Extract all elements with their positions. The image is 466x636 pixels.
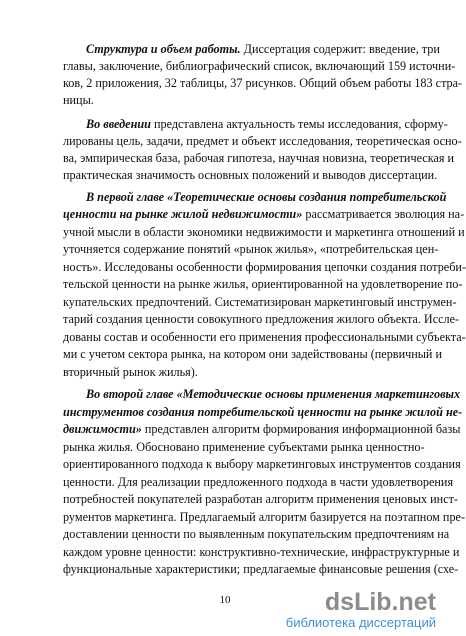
structure-line-1: Структура и объем работы. Диссертация содержит: введение, три [86,42,440,56]
chapter1-line-4: уточняется содержание понятий «рынок жилья», «потребительская цен- [63,242,439,256]
chapter1-line-2: ценности на рынке жилой недвижимости» рассматривается эволюция на- [63,207,465,221]
chapter2-line-10: каждом уровне ценности: конструктивно-технические, инфраструктурные и [63,545,460,559]
chapter1-line-6: тельской ценности на рынке жилья, ориентированной на удовлетворение по- [63,277,463,291]
structure-line-2: главы, заключение, библиографический список, включающий 159 источни- [63,59,456,73]
watermark[interactable] [286,589,436,630]
chapter2-line-7: потребностей покупателей разработан алгоритм применения ценовых инст- [63,492,458,506]
structure-heading: Структура и объем работы. [86,42,241,56]
chapter2-line-4: рынка жилья. Обосновано применение субъектами рынка ценностно- [63,440,425,454]
structure-line-3: ков, 2 приложения, 32 таблицы, 37 рисунков. Общий объем работы 183 стра- [63,76,463,90]
watermark-logo[interactable]: dsLib.net [324,588,436,616]
intro-line-4: практическая значимость основных положений и выводов диссертации. [63,168,438,182]
chapter1-line-11: вторичный рынок жилья). [63,365,198,379]
chapter2-line-8: рументов маркетинга. Предлагаемый алгоритм базируется на поэтапном пре- [63,510,466,524]
intro-line-2: лированы цель, задачи, предмет и объект исследования, теоретическая осно- [63,134,462,148]
chapter2-line-1 [86,386,461,402]
chapter2-line-2: инструментов создания потребительской ценности на рынке жилой не- [63,405,463,419]
chapter1-heading: В первой главе «Теоретические основы создания потребительской [86,190,447,204]
chapter1-line-10: ми с учетом сектора рынка, на котором они задействованы (первичный и [63,347,443,361]
intro-line-3: ва, эмпирическая база, рабочая гипотеза, научная новизна, теоретическая и [63,151,455,165]
page-number: 10 [219,594,231,606]
chapter2-line-6: ценности. Для реализации предложенного подхода в части удовлетворения [63,475,454,489]
watermark-subtitle: библиотека диссертаций [285,615,436,630]
chapter2-line-11: функциональные характеристики; предлагаемые финансовые решения (схе- [63,562,459,576]
intro-heading: Во введении [86,117,151,131]
chapter1-line-8: тарий создания ценности совокупного предложения жилого объекта. Иссле- [63,312,460,326]
chapter2-line-5: ориентированного подхода к выбору маркетинговых инструментов создания [63,457,461,471]
chapter1-line-1 [86,189,447,205]
chapter1-line-9: дованы состав и особенности его применения профессиональными субъекта- [63,330,466,344]
chapter1-line-3: учной мысли в области экономики недвижимости и маркетинга отношений и [63,225,465,239]
intro-line-1: Во введении представлена актуальность темы исследования, сформу- [86,117,448,131]
chapter2-heading: Во второй главе «Методические основы применения маркетинговых [86,387,461,401]
structure-line-4: ницы. [63,93,94,107]
chapter2-line-9: доставлении ценности по выявленным покупательским предпочтениям на [63,527,450,541]
chapter1-line-5: ность». Исследованы особенности формирования цепочки создания потреби- [63,260,466,274]
chapter1-line-7: купательских предпочтений. Систематизирован маркетинговый инструмен- [63,295,457,309]
chapter2-line-3: движимости» представлен алгоритм формирования информационной базы [63,422,461,436]
